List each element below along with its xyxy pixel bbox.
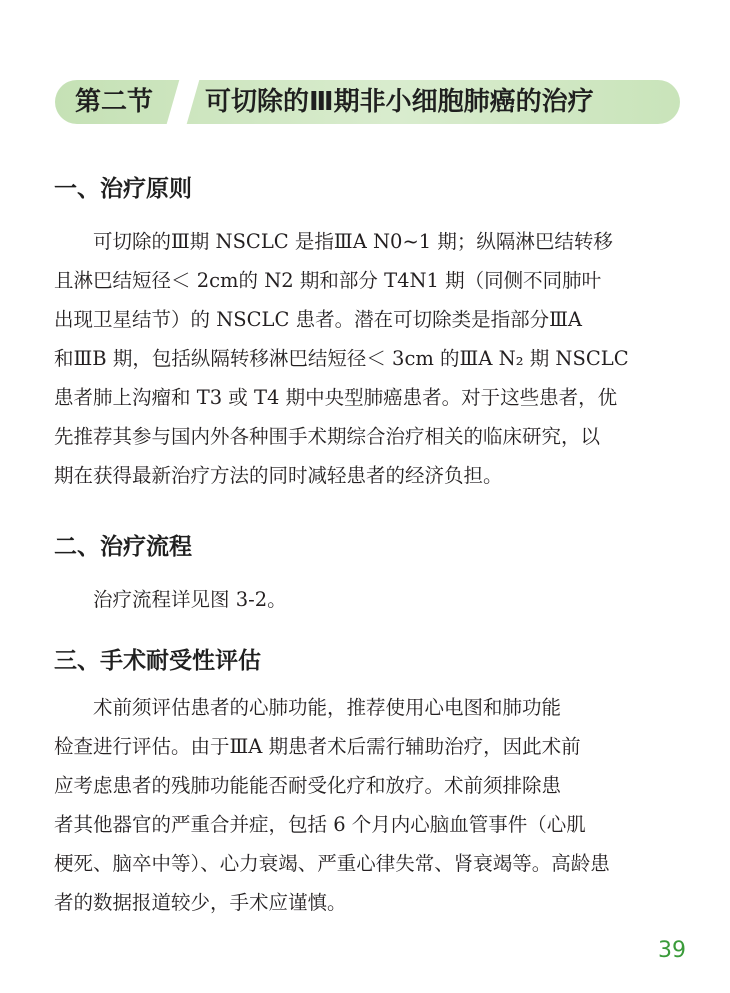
heading-treatment-flow: 二、治疗流程: [54, 534, 192, 560]
text-line: 患者肺上沟瘤和 T3 或 T4 期中央型肺癌患者。对于这些患者，优: [54, 386, 618, 409]
paragraph-treatment-flow: [54, 580, 694, 619]
text-line: 梗死、脑卒中等）、心力衰竭、严重心律失常、肾衰竭等。高龄患: [54, 852, 610, 875]
text-line: 和ⅢB 期，包括纵隔转移淋巴结短径＜ 3cm 的ⅢA N₂ 期 NSCLC: [54, 347, 629, 370]
section-number: 第二节: [75, 87, 154, 117]
heading-surgical-tolerance: 三、手术耐受性评估: [54, 648, 261, 674]
text-line: 检查进行评估。由于ⅢA 期患者术后需行辅助治疗，因此术前: [54, 735, 581, 758]
text-line: 者其他器官的严重合并症，包括 6 个月内心脑血管事件（心肌: [54, 813, 586, 836]
text-line: 期在获得最新治疗方法的同时减轻患者的经济负担。: [54, 464, 503, 487]
heading-treatment-principles: 一、治疗原则: [54, 176, 192, 202]
text-line: 治疗流程详见图 3-2。: [93, 588, 287, 611]
text-line: 出现卫星结节）的 NSCLC 患者。潜在可切除类是指部分ⅢA: [54, 308, 582, 331]
paragraph-surgical-tolerance: [54, 688, 694, 922]
section-banner: [55, 80, 680, 124]
text-line: 且淋巴结短径＜ 2cm的 N2 期和部分 T4N1 期（同侧不同肺叶: [54, 269, 602, 292]
banner-divider: [167, 80, 200, 124]
text-line: 先推荐其参与国内外各种围手术期综合治疗相关的临床研究，以: [54, 425, 601, 448]
text-line: 可切除的Ⅲ期 NSCLC 是指ⅢA N0~1 期；纵隔淋巴结转移: [93, 230, 613, 253]
text-line: 者的数据报道较少，手术应谨慎。: [54, 891, 347, 914]
text-line: 应考虑患者的残肺功能能否耐受化疗和放疗。术前须排除患: [54, 774, 562, 797]
page-number: 39: [658, 938, 686, 963]
text-line: 术前须评估患者的心肺功能，推荐使用心电图和肺功能: [93, 696, 562, 719]
paragraph-treatment-principles: [54, 222, 694, 495]
section-title: 可切除的Ⅲ期非小细胞肺癌的治疗: [205, 87, 594, 117]
